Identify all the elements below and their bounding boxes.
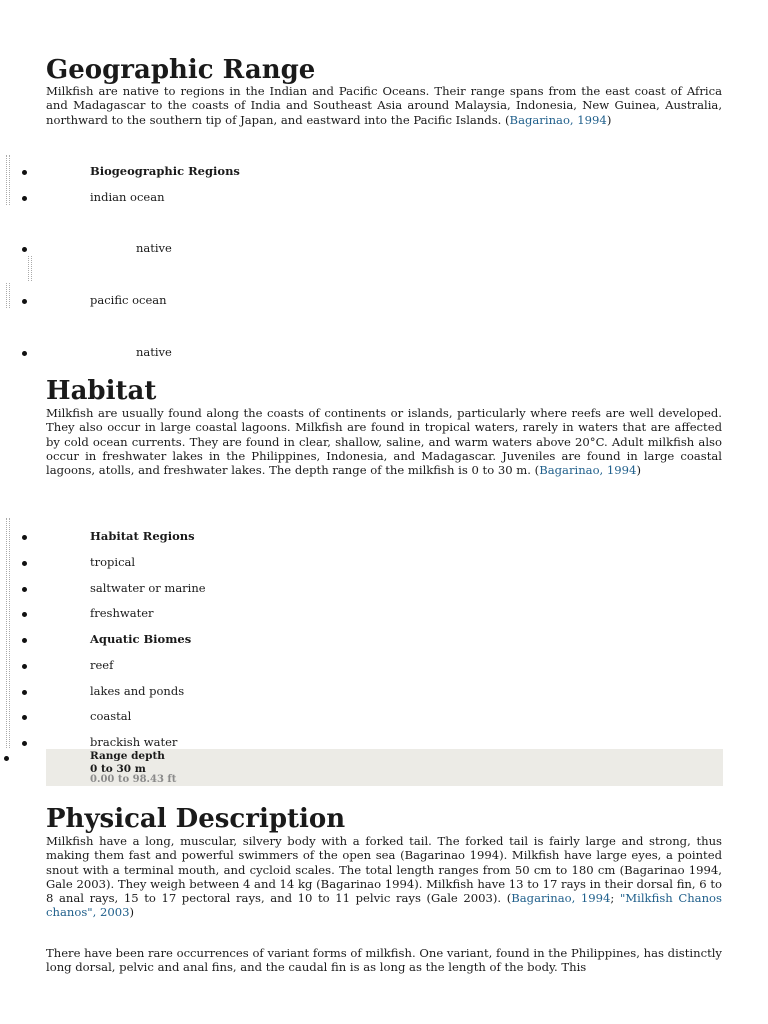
list-bullet (22, 638, 27, 643)
physical-description-heading: Physical Description (46, 804, 346, 834)
margin-rule (6, 283, 10, 308)
list-bullet (4, 756, 9, 761)
list-item: Aquatic Biomes (90, 632, 192, 646)
list-bullet (22, 196, 27, 201)
physical-citation-link-1[interactable]: Bagarinao, 1994 (511, 891, 611, 906)
habitat-text: Milkfish are usually found along the coasts of continents or islands, particularly where reefs are well developed. They also occur in large coastal lagoons. Milkfish are found in tropical waters, rarely in waters that are affected by cold ocean currents. They are found in clear, shallow, saline, and warm waters above 20°C. Adult milkfish also occur in freshwater lakes in the Philippines, Indonesia, and Madagascar. Juveniles are found in large coastal lagoons, atolls, and freshwater lakes. The depth range of the milkfish is 0 to 30 m. ( (46, 406, 722, 478)
margin-rule (28, 256, 32, 281)
list-bullet (22, 170, 27, 175)
list-bullet (22, 690, 27, 695)
geo-close: ) (606, 112, 612, 127)
list-bullet (22, 741, 27, 746)
geographic-range-heading: Geographic Range (46, 55, 316, 85)
geo-citation-link[interactable]: Bagarinao, 1994 (509, 112, 607, 127)
list-item: freshwater (90, 606, 154, 620)
geo-text: Milkfish are native to regions in the Indian and Pacific Oceans. Their range spans from the east coast of Africa and Madagascar to the coasts of India and Southeast Asia around Malaysia, Indonesia, New Guinea, Australia, northward to the southern tip of Japan, and eastward into the Pacific Islands. ( (46, 84, 722, 127)
range-depth-label: Range depth (90, 750, 165, 762)
list-item: pacific ocean (90, 293, 167, 307)
habitat-heading: Habitat (46, 376, 157, 406)
list-bullet (22, 715, 27, 720)
list-item: reef (90, 658, 114, 672)
list-bullet (22, 299, 27, 304)
physical-close: ) (129, 905, 135, 920)
list-item: Habitat Regions (90, 529, 195, 543)
list-item: indian ocean (90, 190, 165, 204)
list-item: native (136, 345, 172, 359)
list-bullet (22, 664, 27, 669)
list-bullet (22, 535, 27, 540)
list-item: coastal (90, 709, 132, 723)
habitat-paragraph (46, 406, 722, 477)
habitat-close: ) (636, 463, 641, 478)
list-bullet (22, 351, 27, 356)
physical-description-paragraph (46, 834, 722, 920)
list-bullet (22, 612, 27, 617)
list-bullet (22, 561, 27, 566)
list-item: native (136, 241, 172, 255)
range-depth-converted: 0.00 to 98.43 ft (90, 774, 177, 785)
variant-paragraph: There have been rare occurrences of variant forms of milkfish. One variant, found in the Philippines, has distinctly long dorsal, pelvic and anal fins, and the caudal fin is as long as the length of the body. This (46, 946, 722, 975)
list-item: tropical (90, 555, 136, 569)
physical-citation-link-2[interactable]: "Milkfish Chanos chanos", 2003 (46, 891, 722, 920)
list-item: saltwater or marine (90, 581, 206, 595)
margin-rule (6, 518, 10, 748)
physical-text: Milkfish have a long, muscular, silvery body with a forked tail. The forked tail is fairly large and strong, thus making them fast and powerful swimmers of the open sea (Bagarinao 1994). Milkfish have large eyes, a pointed snout with a terminal mouth, and cycloid scales. The total length ranges from 50 cm to 180 cm (Bagarinao 1994, Gale 2003). They weigh between 4 and 14 kg (Bagarinao 1994). Milkfish have 13 to 17 rays in their dorsal fin, 6 to 8 anal rays, 15 to 17 pectoral rays, and 10 to 11 pelvic rays (Gale 2003). ( (46, 834, 722, 906)
list-item: Biogeographic Regions (90, 164, 240, 178)
range-depth-value: 0 to 30 m (90, 763, 146, 775)
list-item: brackish water (90, 735, 178, 749)
margin-rule (6, 155, 10, 205)
list-bullet (22, 247, 27, 252)
list-bullet (22, 587, 27, 592)
geographic-range-paragraph (46, 84, 722, 127)
physical-sep: ; (610, 891, 620, 906)
range-depth-box (46, 749, 723, 786)
habitat-citation-link[interactable]: Bagarinao, 1994 (539, 463, 637, 478)
list-item: lakes and ponds (90, 684, 185, 698)
